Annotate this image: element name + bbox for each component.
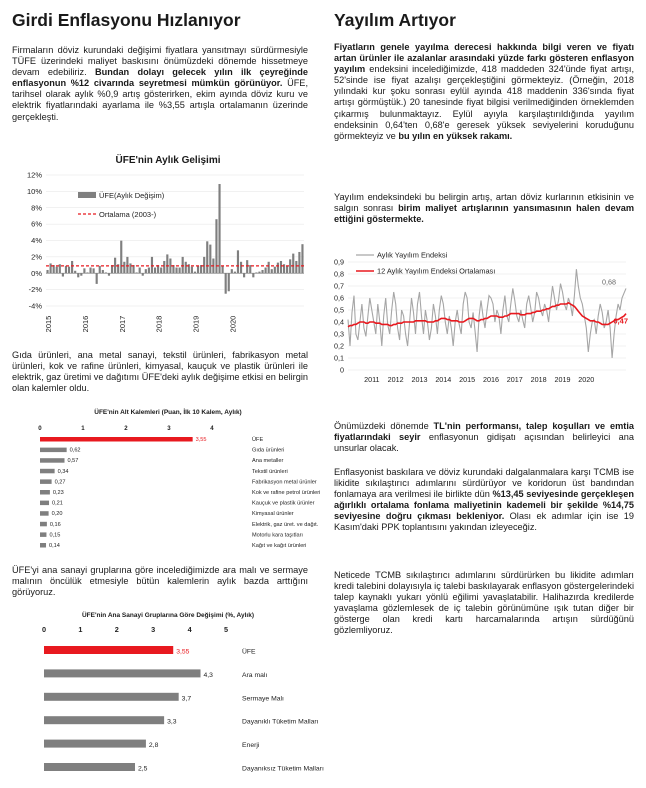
category-bar [40, 469, 55, 474]
x-tick-label: 0 [38, 425, 42, 432]
ppi-bar [151, 257, 153, 273]
x-tick-label: 4 [210, 425, 214, 432]
value-label: 0,23 [52, 490, 64, 496]
ppi-bar [265, 268, 267, 274]
ppi-bar [209, 245, 211, 274]
ppi-bar [163, 261, 165, 273]
category-bar [40, 532, 46, 537]
ppi-bar [114, 258, 116, 274]
ppi-bar [295, 261, 297, 273]
y-tick-label: 0,3 [334, 329, 344, 339]
ppi-bar [154, 268, 156, 274]
ppi-bar [222, 266, 224, 273]
value-label: 0,15 [49, 532, 61, 539]
ppi-bar [286, 266, 288, 273]
y-tick-label: -2% [28, 285, 42, 295]
y-tick-label: 0,5 [334, 305, 344, 315]
ppi-bar [148, 268, 150, 274]
category-bar [44, 716, 164, 724]
ppi-bar [261, 270, 263, 273]
text-segment: Bundan dolayı gelecek yılın ilk çeyreğinde enflasyonun %12 civarında seyretmesi mümkün görünüyor. [12, 67, 308, 89]
ppi-bar [243, 273, 245, 277]
value-label: 0,34 [57, 468, 69, 475]
text-segment: Olası ek adımlar için ise 19 Kasım'daki PPK toplantısını yakından izleyeceğiz. [334, 511, 634, 533]
category-bar [40, 543, 46, 548]
left-paragraph-3: ÜFE'yi ana sanayi gruplarına göre incelediğimizde ara malı ve sermaye malının öncülük etmesiyle bütün kalemlerin aylık bazda arttığını görüyoruz. [12, 565, 308, 598]
category-bar [40, 490, 50, 495]
x-tick-label: 2 [124, 425, 128, 432]
ppi-bar [268, 262, 270, 273]
chart3-title: ÜFE'nin Ana Sanayi Gruplarına Göre Değişimi (%, Aylık) [81, 612, 255, 619]
category-label: Elektrik, gaz üret. ve dağıt. [252, 521, 319, 528]
ppi-bar [218, 184, 220, 273]
ppi-bar [102, 270, 104, 273]
ppi-bar [240, 262, 242, 273]
category-bar [44, 693, 179, 701]
x-tick-label: 1 [81, 425, 85, 432]
ppi-bar [65, 266, 67, 273]
y-tick-label: 0,8 [334, 269, 344, 279]
ppi-bar [301, 244, 303, 273]
left-paragraph-1 [12, 45, 308, 123]
right-paragraph-5: Neticede TCMB sıkılaştırıcı adımlarını sürdürürken bu likidite adımları kredi talebini dolayısıyla iç talebi baskılayarak enflasyon göstergelerindeki talep kaynaklı yukarı yönlü eğilimi yavaşlatabilir. Halihazırda kredilerde yavaşlama gözlemlesek de iç talebin görünümüne ışık tutan diğer bir gösterge olan kredi kartı harcamalarında artışın sürdüğünü gözlemliyoruz. [334, 570, 634, 636]
x-tick-label: 5 [223, 625, 229, 634]
category-label: Kağıt ve kağıt ürünleri [252, 543, 307, 549]
ppi-bar [142, 273, 144, 275]
category-label: Kok ve rafine petrol ürünleri [252, 490, 321, 496]
value-label: 0,16 [49, 521, 61, 528]
value-label: 0,20 [51, 511, 63, 518]
ppi-bar [80, 273, 82, 275]
right-paragraph-3 [334, 421, 634, 454]
y-tick-label: 0,1 [334, 353, 344, 363]
value-label: 4,3 [203, 671, 213, 679]
category-label: Gıda ürünleri [252, 447, 285, 454]
ppi-bar [56, 267, 58, 274]
x-tick-label: 1 [78, 625, 83, 634]
legend-label: 12 Aylık Yayılım Endeksi Ortalaması [377, 266, 496, 276]
y-tick-label: 6% [31, 219, 42, 229]
legend-label: ÜFE(Aylık Değişim) [99, 191, 165, 200]
ppi-bar [108, 273, 110, 275]
x-tick-label: 3 [167, 425, 171, 432]
ppi-bar [203, 257, 205, 273]
ppi-bar [139, 268, 141, 274]
x-tick-label: 2019 [191, 315, 201, 333]
x-tick-label: 2017 [506, 375, 523, 384]
value-label: 0,62 [69, 447, 81, 454]
value-label: 0,21 [52, 500, 63, 507]
x-tick-label: 4 [187, 625, 192, 634]
ppi-bar [271, 269, 273, 273]
ppi-bar [99, 266, 101, 273]
text-segment: %13,45 seviyesinde gerçekleşen ağırlıklı ortalama fonlama maliyetinin kademeli bir şekilde %14,75 seviyesine doğru çıkması bekleniyor. [334, 489, 635, 522]
ppi-bar [129, 263, 131, 273]
ppi-bar [89, 268, 91, 274]
ppi-bar [289, 259, 291, 273]
ppi-bar [77, 273, 79, 277]
legend-label: Aylık Yayılım Endeksi [377, 250, 448, 260]
legend-swatch-bar [78, 192, 96, 198]
value-label: 2,5 [138, 765, 148, 773]
ppi-bar [126, 257, 128, 273]
ppi-bar [86, 272, 88, 273]
ppi-bar [280, 261, 282, 273]
category-label: Kimyasal ürünler [252, 511, 294, 518]
value-label: 3,7 [181, 695, 192, 703]
right-paragraph-2 [334, 192, 634, 225]
category-bar [44, 740, 146, 748]
y-tick-label: 0,6 [334, 293, 344, 303]
left-title: Girdi Enflasyonu Hızlanıyor [12, 10, 241, 30]
category-label: Enerji [242, 742, 260, 750]
x-tick-label: 2016 [482, 375, 499, 384]
category-label: Sermaye Malı [242, 695, 284, 703]
right-title: Yayılım Artıyor [334, 10, 456, 30]
right-paragraph-1 [334, 42, 634, 142]
ppi-bar [179, 268, 181, 274]
value-label: 0,57 [67, 458, 79, 465]
ppi-bar [215, 219, 217, 273]
value-label: 0,27 [54, 479, 66, 486]
right-paragraph-4 [334, 467, 634, 534]
category-label: ÜFE [242, 648, 256, 656]
x-tick-label: 0 [41, 625, 47, 634]
category-bar [40, 458, 65, 463]
ppi-bar [175, 268, 177, 274]
category-label: ÜFE [252, 437, 264, 443]
x-tick-label: 2 [114, 625, 119, 634]
category-bar [40, 448, 67, 453]
ppi-bar [237, 250, 239, 273]
category-bar [40, 511, 49, 516]
ppi-bar [62, 273, 64, 276]
x-tick-label: 2011 [364, 375, 380, 384]
ppi-bar [123, 262, 125, 273]
category-bar [40, 522, 47, 527]
ppi-bar [258, 272, 260, 274]
ppi-bar [274, 267, 276, 274]
ppi-bar [120, 241, 122, 274]
text-segment: birim maliyet artışlarının yansımasının halen devam ettiğini göstermekte. [334, 203, 634, 225]
value-label: 2,8 [148, 742, 159, 750]
text-segment: Fiyatların genele yayılma derecesi hakkında bilgi veren ve fiyatı artan ürünler ile azalanlar arasındaki yüzde farkı gösteren enflasyon yayılım [334, 42, 634, 75]
text-segment: bu yılın en yüksek rakamı. [398, 130, 513, 141]
ppi-bar [252, 273, 254, 277]
ppi-bar [68, 267, 70, 274]
ppi-bar [50, 263, 52, 273]
ppi-bar [231, 269, 233, 273]
x-tick-label: 2013 [411, 375, 428, 384]
x-tick-label: 2018 [530, 375, 547, 384]
value-label: 3,55 [176, 648, 190, 656]
x-tick-label: 2015 [44, 315, 54, 333]
monthly-diffusion-line [348, 266, 626, 358]
chart1-title: ÜFE'nin Aylık Gelişimi [115, 155, 221, 166]
x-tick-label: 2017 [117, 315, 127, 333]
text-segment: enflasyonun gidişatı açısından belirleyici ana unsurlar olacak. [334, 432, 635, 454]
ppi-bar [46, 270, 48, 273]
legend-label: Ortalama (2003-) [99, 210, 157, 219]
text-segment: Enflasyonist baskılara ve döviz kurundaki dalgalanmalara karşı TCMB ise likidite sıkılaştırıcı adımlarını sürdürüyor ve koridorun üst bandından fonlamaya ara verilmesi ile birlikte dün [334, 467, 634, 500]
y-tick-label: 0,4 [334, 317, 344, 327]
x-tick-label: 2014 [435, 375, 452, 384]
category-bar [44, 646, 173, 654]
ppi-bar [182, 257, 184, 273]
ppi-bar [228, 273, 230, 291]
diffusion-index-chart [326, 240, 636, 400]
x-tick-label: 2015 [459, 375, 476, 384]
category-bar [40, 479, 52, 484]
ppi-bar [191, 267, 193, 274]
value-label: 0,14 [49, 543, 60, 549]
category-bar [44, 669, 201, 677]
category-label: Dayanıklı Tüketim Malları [242, 718, 319, 726]
ppi-bar [298, 252, 300, 273]
end-label: 0,68 [602, 277, 616, 287]
x-tick-label: 3 [151, 625, 156, 634]
left-paragraph-2: Gıda ürünleri, ana metal sanayi, tekstil ürünleri, fabrikasyon metal ürünleri, kok ve rafine ürünleri, kimyasal, kauçuk ve plastik ürünleri ile elektrik, gaz üretimi ve dağıtımı ÜFE'deki aylık değişime etkisi en belirgin olan kalemler oldu. [12, 350, 308, 394]
ppi-bar [160, 268, 162, 274]
ppi-bar [71, 261, 73, 273]
value-label: 3,3 [167, 718, 177, 726]
y-tick-label: 0 [340, 365, 344, 375]
x-tick-label: 2016 [80, 315, 90, 333]
ppi-bar [277, 263, 279, 274]
ppi-bar [206, 241, 208, 273]
y-tick-label: 0,2 [334, 341, 344, 351]
ppi-bar [74, 271, 76, 273]
category-label: Ara malı [242, 671, 268, 679]
text-segment: ÜFE, tarihsel olarak aylık %0,9 artış gösterirken, ekim ayında döviz kuru ve elektrik fiyatlarındaki ayarlama ile %3,55 artışla ortalamanın üzerinde gerçekleşti. [12, 78, 308, 122]
y-tick-label: -4% [28, 301, 42, 311]
ppi-bar [83, 268, 85, 273]
x-tick-label: 2018 [154, 315, 164, 333]
category-label: Ana metaller [252, 458, 284, 465]
end-label: 0,47 [613, 316, 628, 326]
category-label: Kauçuk ve plastik ürünler [252, 500, 315, 507]
text-segment: endeksini incelediğimizde, 418 maddeden 324'ünde fiyat artışı, 52'sinde ise fiyat azalışı gerçekleştiğini görmekteyiz. (Örneğin, 2018 yılındaki kur şoku sonrası eylül ayında 418 maddenin 336'sında fiyat artışı görmüştük.) 20 tanesinde fiyat bilgisi verilmediğinden örneklemden çıkarmış bulunmaktayız. Eylül ayıyla karşılaştırıldığında yayılım endeksinin 0,64'ten 0,68'e geresek yüksek seviyelerini koruduğunu görmekteyiz ve [334, 64, 634, 141]
text-segment: Yayılım endeksindeki bu belirgin artış, artan döviz kurlarının etkisinin ve salgın sonrası [334, 192, 634, 214]
category-label: Tekstil ürünleri [252, 468, 288, 475]
y-tick-label: 12% [26, 170, 42, 180]
category-label: Motorlu kara taşıtları [252, 532, 303, 539]
ppi-bar [255, 272, 257, 273]
ppi-bar [185, 262, 187, 273]
chart2-title: ÜFE'nin Alt Kalemleri (Puan, İlk 10 Kalem, Aylık) [94, 409, 242, 416]
ppi-bar [166, 254, 168, 273]
y-tick-label: 8% [31, 203, 42, 213]
text-segment: TL'nin performansı, talep koşulları ve emtia fiyatlarındaki seyir [334, 421, 634, 443]
text-segment: Önümüzdeki dönemde [334, 421, 434, 431]
x-tick-label: 2020 [578, 375, 595, 384]
y-tick-label: 2% [31, 252, 42, 262]
x-tick-label: 2012 [387, 375, 404, 384]
ppi-bar [246, 260, 248, 273]
x-tick-label: 2019 [554, 375, 571, 384]
ppi-bar [93, 268, 95, 273]
ppi-bar [225, 273, 227, 293]
category-label: Dayanıksız Tüketim Malları [242, 765, 324, 773]
ppi-bar [136, 272, 138, 273]
ppi-bar [194, 272, 196, 274]
category-bar [44, 763, 135, 771]
category-bar [40, 501, 49, 506]
value-label: 3,55 [195, 437, 207, 443]
ppi-bar [59, 264, 61, 273]
y-tick-label: 0,9 [334, 257, 344, 267]
ppi-industry-groups-chart [12, 623, 324, 783]
y-tick-label: 4% [31, 236, 42, 245]
monthly-ppi-chart [12, 170, 308, 340]
ppi-bar [145, 269, 147, 273]
text-segment: Firmaların döviz kurundaki değişimi fiyatlara yansıtmayı sürdürmesiyle TÜFE üzerindeki maliyet baskısını önümüzdeki dönemde hissetmeye devam edebiliriz. [12, 45, 308, 78]
category-label: Fabrikasyon metal ürünler [252, 479, 317, 486]
category-bar [40, 437, 193, 442]
y-tick-label: 0,7 [334, 281, 344, 291]
ppi-bar [96, 273, 98, 284]
ppi-subitems-chart [12, 420, 321, 560]
y-tick-label: 0% [31, 268, 42, 278]
ppi-bar [105, 272, 107, 273]
ppi-bar [292, 254, 294, 274]
x-tick-label: 2020 [228, 315, 238, 333]
ppi-bar [197, 266, 199, 273]
y-tick-label: 10% [26, 186, 42, 196]
ppi-bar [234, 272, 236, 274]
